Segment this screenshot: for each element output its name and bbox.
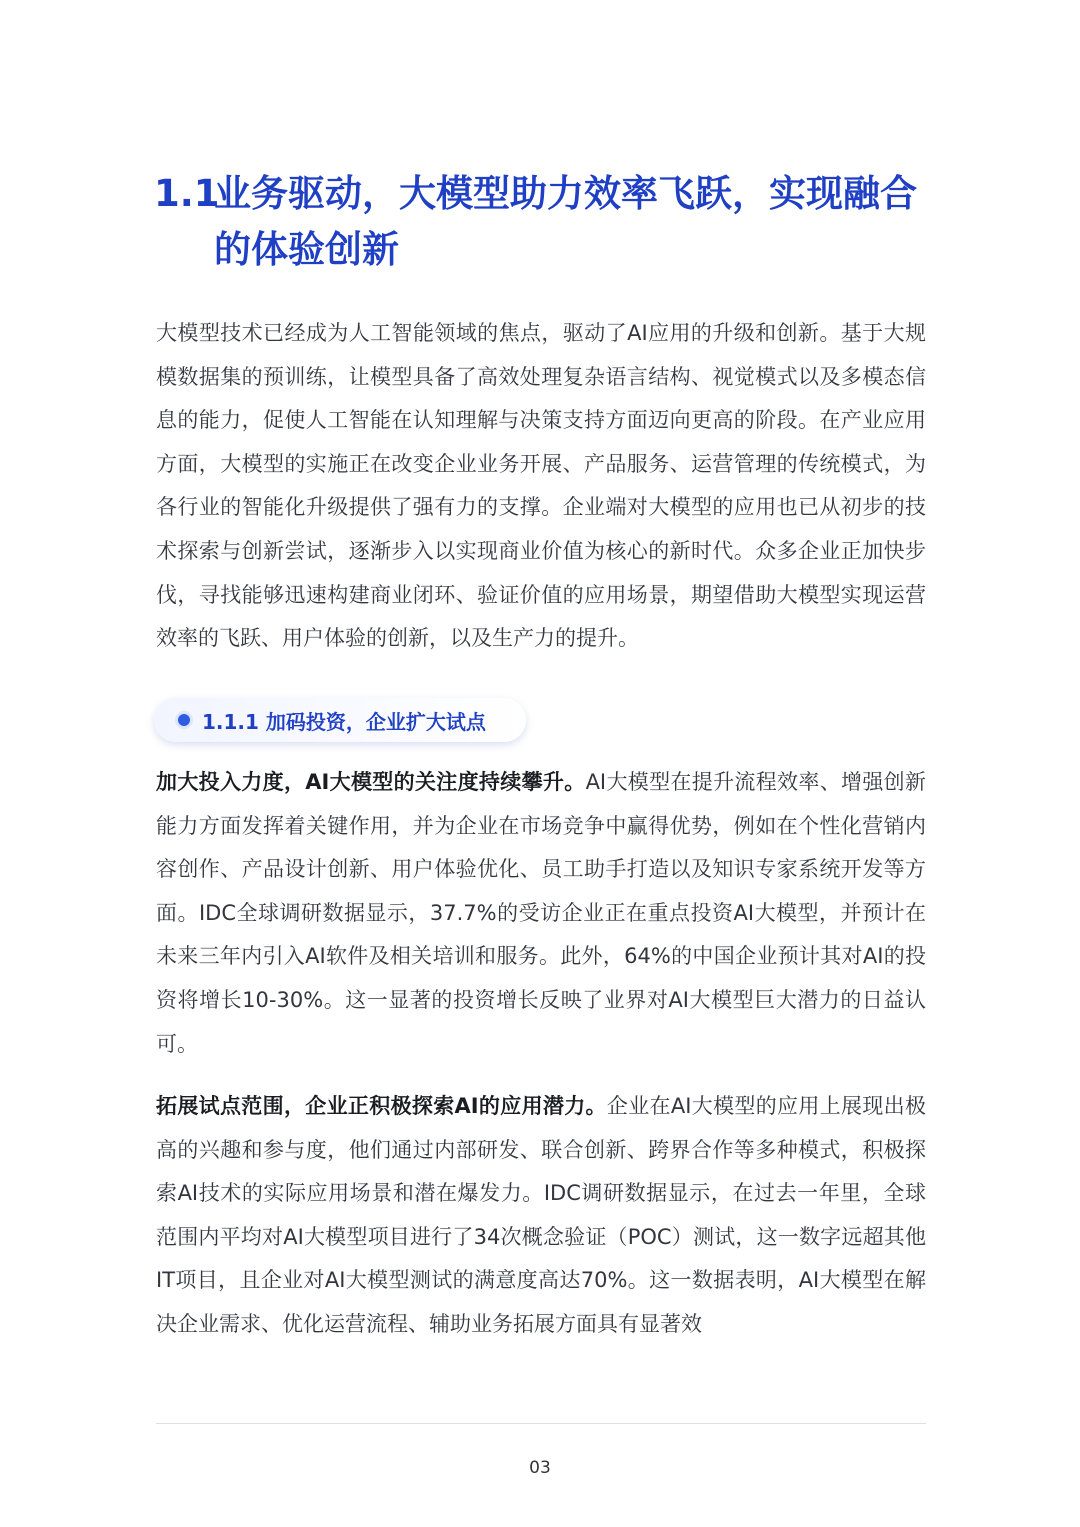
section-title-line1	[154, 166, 934, 222]
subsection-heading-pill	[154, 698, 526, 742]
section-number: 1.1	[154, 172, 220, 215]
section-title-line2: 的体验创新	[214, 228, 399, 271]
bullet-dot-icon	[178, 714, 190, 726]
pilot-body-text: 企业在AI大模型的应用上展现出极高的兴趣和参与度，他们通过内部研发、联合创新、跨界合作等多种模式，积极探索AI技术的实际应用场景和潜在爆发力。IDC调研数据显示，在过去一年里，全球范围内平均对AI大模型项目进行了34次概念验证（POC）测试，这一数字远超其他IT项目，且企业对AI大模型测试的满意度高达70%。这一数据表明，AI大模型在解决企业需求、优化运营流程、辅助业务拓展方面具有显著效	[156, 1094, 926, 1336]
investment-lead-sentence: 加大投入力度，AI大模型的关注度持续攀升。	[156, 770, 586, 794]
pilot-paragraph	[156, 1085, 926, 1347]
section-title-text: 业务驱动，大模型助力效率飞跃，实现融合	[214, 172, 917, 215]
section-title	[154, 166, 934, 278]
subsection-heading-label: 1.1.1 加码投资，企业扩大试点	[202, 709, 486, 734]
page-number: 03	[529, 1458, 551, 1478]
investment-paragraph	[156, 761, 926, 1066]
intro-paragraph: 大模型技术已经成为人工智能领域的焦点，驱动了AI应用的升级和创新。基于大规模数据集的预训练，让模型具备了高效处理复杂语言结构、视觉模式以及多模态信息的能力，促使人工智能在认知理解与决策支持方面迈向更高的阶段。在产业应用方面，大模型的实施正在改变企业业务开展、产品服务、运营管理的传统模式，为各行业的智能化升级提供了强有力的支撑。企业端对大模型的应用也已从初步的技术探索与创新尝试，逐渐步入以实现商业价值为核心的新时代。众多企业正加快步伐，寻找能够迅速构建商业闭环、验证价值的应用场景，期望借助大模型实现运营效率的飞跃、用户体验的创新，以及生产力的提升。	[156, 321, 926, 651]
investment-body-text: AI大模型在提升流程效率、增强创新能力方面发挥着关键作用，并为企业在市场竞争中赢得优势，例如在个性化营销内容创作、产品设计创新、用户体验优化、员工助手打造以及知识专家系统开发等方面。IDC全球调研数据显示，37.7%的受访企业正在重点投资AI大模型，并预计在未来三年内引入AI软件及相关培训和服务。此外，64%的中国企业预计其对AI的投资将增长10-30%。这一显著的投资增长反映了业界对AI大模型巨大潜力的日益认可。	[156, 770, 926, 1056]
footer-divider	[156, 1423, 926, 1424]
pilot-lead-sentence: 拓展试点范围，企业正积极探索AI的应用潜力。	[156, 1094, 607, 1118]
